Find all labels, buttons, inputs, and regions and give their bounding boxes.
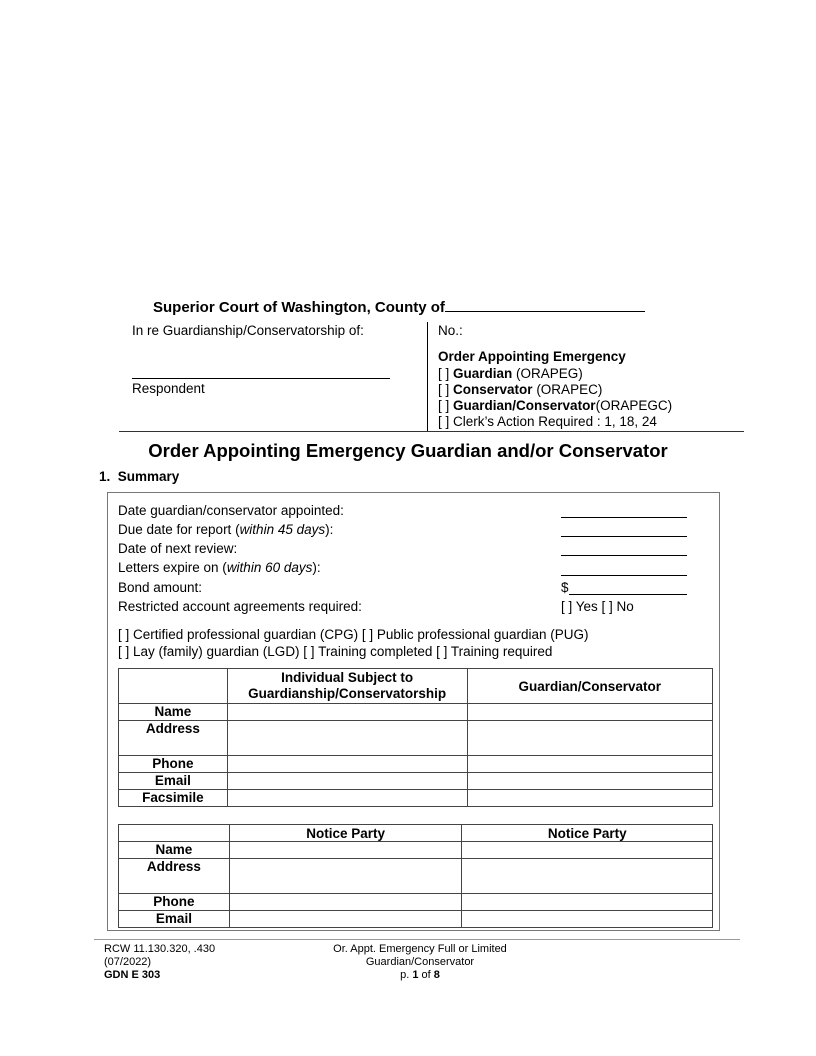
guardian-email-cell[interactable] xyxy=(467,773,712,790)
row-appointed-label: Date guardian/conservator appointed: xyxy=(118,503,344,518)
table-row xyxy=(119,894,713,911)
footer-rule xyxy=(94,939,740,940)
table-row xyxy=(119,825,713,842)
county-blank[interactable] xyxy=(445,297,645,312)
row-bond-label: Bond amount: xyxy=(118,580,203,595)
table-row xyxy=(119,859,713,894)
footer-page-number: p. 1 of 8 xyxy=(400,969,440,981)
caption-divider xyxy=(427,322,428,431)
restricted-yes-no[interactable]: [ ] Yes [ ] No xyxy=(561,599,634,614)
table-row xyxy=(119,911,713,928)
table-row xyxy=(119,756,713,773)
row-label-phone: Phone xyxy=(119,756,228,773)
footer-form-title-2: Guardian/Conservator xyxy=(365,956,475,968)
footer-form-id: GDN E 303 xyxy=(104,969,161,981)
notice1-address-cell[interactable] xyxy=(229,859,462,894)
row-report-label: Due date for report (within 45 days): xyxy=(118,522,334,537)
table-row xyxy=(119,773,713,790)
notice1-name-cell[interactable] xyxy=(229,842,462,859)
notice1-phone-cell[interactable] xyxy=(229,894,462,911)
col-notice-party-2: Notice Party xyxy=(462,825,713,842)
table-row xyxy=(119,721,713,756)
col-notice-party-1: Notice Party xyxy=(229,825,462,842)
report-date-field[interactable] xyxy=(561,522,687,537)
guardian-phone-cell[interactable] xyxy=(467,756,712,773)
row-label-name: Name xyxy=(119,842,230,859)
footer-form-title-1: Or. Appt. Emergency Full or Limited xyxy=(333,943,507,955)
table-row xyxy=(119,704,713,721)
clerk-action-checkbox[interactable]: [ ] Clerk’s Action Required : 1, 18, 24 xyxy=(438,414,657,430)
notice2-email-cell[interactable] xyxy=(462,911,713,928)
footer-rcw: RCW 11.130.320, .430 xyxy=(104,943,216,955)
order-title: Order Appointing Emergency xyxy=(438,349,626,365)
table-row xyxy=(119,842,713,859)
appointed-date-field[interactable] xyxy=(561,503,687,518)
notice2-phone-cell[interactable] xyxy=(462,894,713,911)
party-table xyxy=(118,668,713,807)
row-label-email: Email xyxy=(119,911,230,928)
letters-date-field[interactable] xyxy=(561,560,687,576)
row-label-address: Address xyxy=(119,721,228,756)
guardian-fax-cell[interactable] xyxy=(467,790,712,807)
row-label-name: Name xyxy=(119,704,228,721)
table-row xyxy=(119,669,713,704)
subject-name-cell[interactable] xyxy=(227,704,467,721)
caption-right xyxy=(438,323,672,431)
bond-dollar-sign: $ xyxy=(561,580,569,595)
review-date-field[interactable] xyxy=(561,541,687,556)
option-conservator[interactable]: [ ] Conservator (ORAPEC) xyxy=(438,381,603,397)
notice-party-table xyxy=(118,824,713,928)
row-restricted-label: Restricted account agreements required: xyxy=(118,599,362,614)
row-label-address: Address xyxy=(119,859,230,894)
section-1-heading xyxy=(99,469,179,484)
notice2-name-cell[interactable] xyxy=(462,842,713,859)
col-guardian-header: Guardian/Conservator xyxy=(467,669,712,704)
guardian-type-checkboxes-2[interactable]: [ ] Lay (family) guardian (LGD) [ ] Training completed [ ] Training required xyxy=(118,644,553,659)
blank-header-cell xyxy=(119,825,230,842)
col-subject-header: Individual Subject to Guardianship/Conservatorship xyxy=(227,669,467,704)
section-title: Summary xyxy=(117,469,180,484)
table-row xyxy=(119,790,713,807)
footer-center xyxy=(280,943,560,982)
notice2-address-cell[interactable] xyxy=(462,859,713,894)
subject-address-cell[interactable] xyxy=(227,721,467,756)
row-label-phone: Phone xyxy=(119,894,230,911)
blank-header-cell xyxy=(119,669,228,704)
guardian-address-cell[interactable] xyxy=(467,721,712,756)
respondent-label: Respondent xyxy=(132,381,205,396)
option-guardian[interactable]: [ ] Guardian (ORAPEG) xyxy=(438,365,583,381)
section-number: 1. xyxy=(99,469,111,484)
court-label: Superior Court of Washington, County of xyxy=(153,299,445,316)
option-guardian-conservator[interactable]: [ ] Guardian/Conservator(ORAPEGC) xyxy=(438,398,673,414)
document-title: Order Appointing Emergency Guardian and/or Conservator xyxy=(148,440,668,461)
court-heading xyxy=(153,297,645,316)
row-review-label: Date of next review: xyxy=(118,541,238,556)
footer-left xyxy=(104,943,215,982)
in-re-label: In re Guardianship/Conservatorship of: xyxy=(132,323,364,338)
case-number-label: No.: xyxy=(438,323,463,338)
guardian-name-cell[interactable] xyxy=(467,704,712,721)
row-label-email: Email xyxy=(119,773,228,790)
subject-fax-cell[interactable] xyxy=(227,790,467,807)
subject-email-cell[interactable] xyxy=(227,773,467,790)
subject-phone-cell[interactable] xyxy=(227,756,467,773)
row-label-fax: Facsimile xyxy=(119,790,228,807)
bond-amount-field[interactable] xyxy=(569,580,687,595)
guardian-type-checkboxes-1[interactable]: [ ] Certified professional guardian (CPG) [ ] Public professional guardian (PUG) xyxy=(118,627,589,642)
notice1-email-cell[interactable] xyxy=(229,911,462,928)
footer-revision: (07/2022) xyxy=(104,956,152,968)
caption-rule xyxy=(119,431,744,432)
row-letters-label: Letters expire on (within 60 days): xyxy=(118,560,321,575)
respondent-name-line[interactable] xyxy=(132,378,390,379)
